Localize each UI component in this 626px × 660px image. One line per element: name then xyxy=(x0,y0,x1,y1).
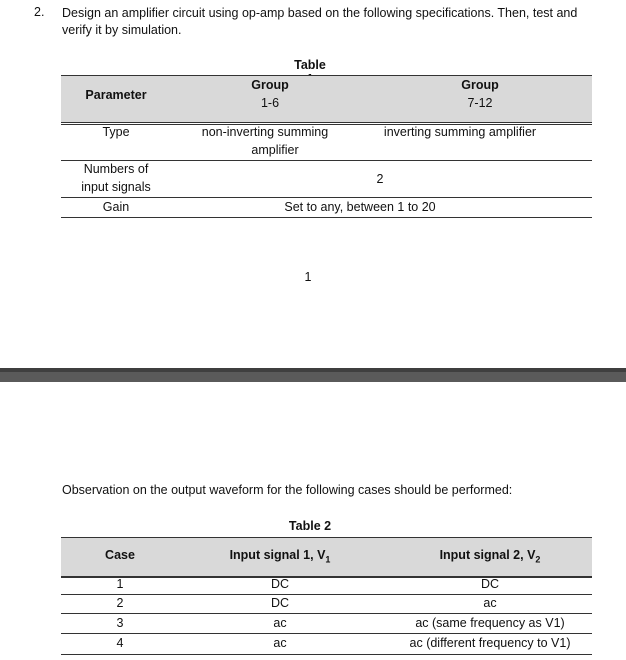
question-text: Design an amplifier circuit using op-amp based on the following specifications. Then, test and verify it by simulation. xyxy=(62,6,578,37)
table1-type-group-a: non-inverting summing xyxy=(201,125,329,139)
page-break-bar-edge xyxy=(0,368,626,372)
table2-row3-case: 3 xyxy=(116,616,124,630)
table1-gain-label: Gain xyxy=(102,200,130,214)
table2-row2-input1: DC xyxy=(270,596,290,610)
table1-caption: Table xyxy=(294,58,326,72)
table2-row4-case: 4 xyxy=(116,636,124,650)
table2-row2-input2: ac xyxy=(483,596,497,610)
table1-type-label: Type xyxy=(102,125,130,139)
table1-header-group-a: Group xyxy=(251,78,289,92)
table1-header-group-a-range: 1-6 xyxy=(260,96,280,110)
table1-bottom-border xyxy=(61,217,592,218)
table2-bottom-border xyxy=(61,654,592,655)
observation-text: Observation on the output waveform for the following cases should be performed: xyxy=(62,483,513,497)
table2-row1-input1: DC xyxy=(270,577,290,591)
table1-header-group-b: Group xyxy=(461,78,499,92)
table2-row2-case: 2 xyxy=(116,596,124,610)
table1-inputs-label-cont: input signals xyxy=(81,180,151,194)
table1-inputs-value: 2 xyxy=(376,172,384,186)
table1-header-parameter: Parameter xyxy=(85,88,147,102)
table2-row1-case: 1 xyxy=(116,577,124,591)
table2-row4-input1: ac xyxy=(273,636,287,650)
table1-gain-value: Set to any, between 1 to 20 xyxy=(284,200,436,214)
table2-row1-input2: DC xyxy=(480,577,500,591)
table2-row4-input2: ac (different frequency to V1) xyxy=(409,636,571,650)
table2-row3-input2: ac (same frequency as V1) xyxy=(415,616,565,630)
table2-header-input1: Input signal 1, $V_1$ xyxy=(229,548,331,565)
table1-header-group-b-range: 7-12 xyxy=(467,96,493,110)
question-number: 2. xyxy=(34,5,45,19)
page-number: 1 xyxy=(304,270,312,284)
table2-row3-input1: ac xyxy=(273,616,287,630)
table2-caption: Table 2 xyxy=(288,519,332,533)
table1-type-group-b: inverting summing amplifier xyxy=(383,125,537,139)
table1-inputs-label: Numbers of xyxy=(83,162,149,176)
table2-header-case: Case xyxy=(105,548,135,562)
table1-type-group-a-cont: amplifier xyxy=(251,143,299,157)
table2-header-input2: Input signal 2, $V_2$ xyxy=(439,548,541,565)
